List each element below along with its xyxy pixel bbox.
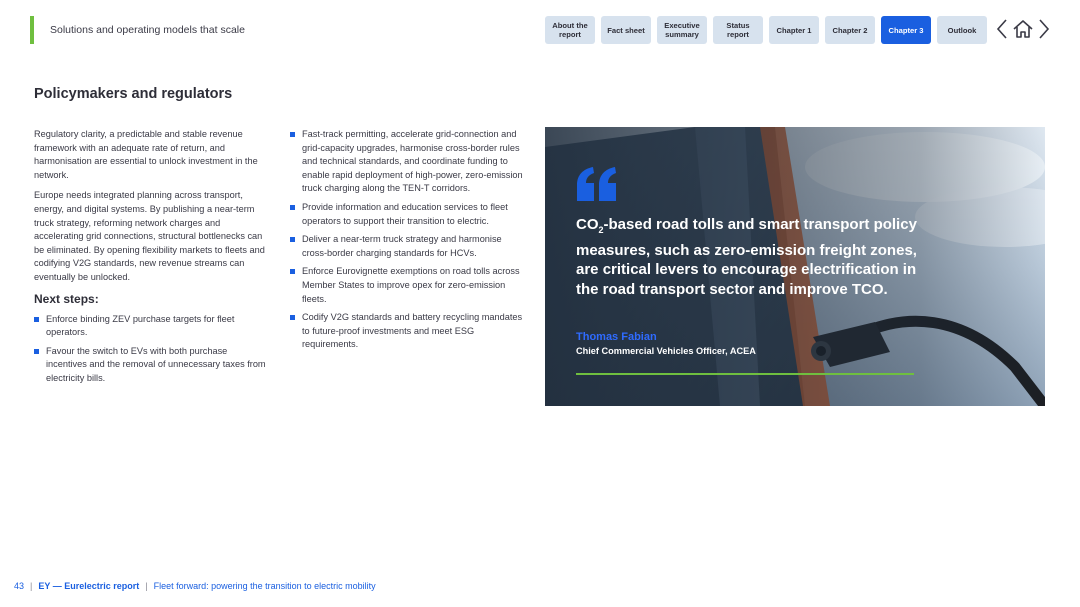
page-nav-controls xyxy=(996,18,1050,40)
page-number: 43 xyxy=(14,581,25,591)
tab-about-the-report[interactable]: About the report xyxy=(545,16,595,44)
quote-author-role: Chief Commercial Vehicles Officer, ACEA xyxy=(576,346,756,356)
quote-divider xyxy=(576,373,914,375)
tab-outlook[interactable]: Outlook xyxy=(937,16,987,44)
tab-executive-summary[interactable]: Executive summary xyxy=(657,16,707,44)
list-item: Favour the switch to EVs with both purchase incentives and the removal of unnecessary taxes from electricity bills. xyxy=(34,345,269,386)
report-name: EY — Eurelectric report xyxy=(38,581,140,591)
list-item: Enforce Eurovignette exemptions on road tolls across Member States to improve opex for zero-emission fleets. xyxy=(290,265,525,306)
right-text-column xyxy=(290,128,525,357)
list-item: Enforce binding ZEV purchase targets for fleet operators. xyxy=(34,313,269,340)
report-subtitle: Fleet forward: powering the transition to electric mobility xyxy=(153,581,376,591)
chevron-right-icon[interactable] xyxy=(1038,18,1050,40)
tab-chapter-2[interactable]: Chapter 2 xyxy=(825,16,875,44)
next-steps-heading: Next steps: xyxy=(34,291,99,306)
quote-co2-prefix: CO xyxy=(576,216,599,233)
tab-status-report[interactable]: Status report xyxy=(713,16,763,44)
chapter-nav xyxy=(545,16,987,44)
home-icon[interactable] xyxy=(1012,18,1034,40)
list-item: Provide information and education services to fleet operators to support their transition to electric. xyxy=(290,201,525,228)
planning-paragraph: Europe needs integrated planning across transport, energy, and digital systems. By publishing a near-term truck strategy, reforming network charges and accelerating grid connections, structural bottlenecks can be eliminated. By opening flexibility markets to fleets and codifying V2G standards, new revenue streams can eventually be unlocked. xyxy=(34,190,265,282)
list-item: Codify V2G standards and battery recycling mandates to future-proof investments and meet ESG requirements. xyxy=(290,311,525,352)
header-accent-bar xyxy=(30,16,34,44)
chevron-left-icon[interactable] xyxy=(996,18,1008,40)
section-title: Policymakers and regulators xyxy=(34,86,233,102)
quote-text xyxy=(576,215,926,299)
actions-list xyxy=(290,128,525,352)
quote-co2-subscript: 2 xyxy=(598,225,604,235)
quote-author: Thomas Fabian xyxy=(576,331,657,343)
next-steps-list xyxy=(34,313,269,386)
intro-paragraph: Regulatory clarity, a predictable and stable revenue framework with an adequate rate of return, and harmonisation are essential to unlock investment in the network. xyxy=(34,129,258,180)
page-footer: 43 | EY — Eurelectric report | Fleet forward: powering the transition to electric mobility xyxy=(14,581,376,591)
header-title: Solutions and operating models that scale xyxy=(50,24,245,36)
list-item: Deliver a near-term truck strategy and harmonise cross-border charging standards for HCVs. xyxy=(290,233,525,260)
tab-chapter-3[interactable]: Chapter 3 xyxy=(881,16,931,44)
quote-body: -based road tolls and smart transport policy measures, such as zero-emission freight zones, are critical levers to encourage electrification in the road transport sector and improve TCO. xyxy=(576,216,917,298)
list-item: Fast-track permitting, accelerate grid-connection and grid-capacity upgrades, harmonise cross-border rules and technical standards, and coordinate funding to enable rapid deployment of high-power, zero-emission truck charging along the TEN-T corridors. xyxy=(290,128,525,196)
tab-fact-sheet[interactable]: Fact sheet xyxy=(601,16,651,44)
tab-chapter-1[interactable]: Chapter 1 xyxy=(769,16,819,44)
left-text-column xyxy=(34,128,269,391)
quote-mark-icon xyxy=(575,167,619,203)
quote-panel xyxy=(545,127,1045,406)
